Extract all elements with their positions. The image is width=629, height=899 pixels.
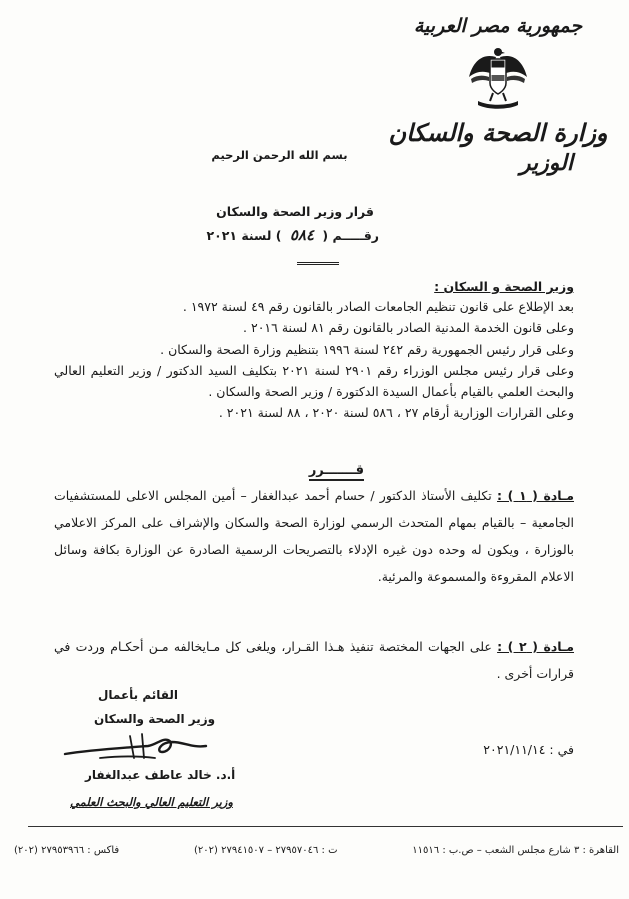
footer-phones: ت : ٢٧٩٥٧٠٤٦ – ٢٧٩٤١٥٠٧ (٢٠٢) <box>193 845 338 856</box>
footer-fax: فاكس : ٢٧٩٥٣٩٦٦ (٢٠٢) <box>14 845 120 856</box>
article-text: على الجهات المختصة تنفيذ هـذا القـرار، ويلغى كل مـايخالفه مـن أحكـام وردت في قرارات أخرى . <box>54 639 574 681</box>
signatory-title: وزير التعليم العالي والبحث العلمي <box>70 795 233 809</box>
signatory-minister-of: وزير الصحة والسكان <box>94 712 216 726</box>
decision-title: قرار وزير الصحة والسكان <box>216 204 374 219</box>
country-name: جمهورية مصر العربية <box>413 15 583 37</box>
preamble-line: وعلى قانون الخدمة المدنية الصادر بالقانون رقم ٨١ لسنة ٢٠١٦ . <box>243 320 574 336</box>
decision-number-suffix: ) لسنة ٢٠٢١ <box>206 228 282 243</box>
article-1 <box>54 482 574 590</box>
footer-address: القاهرة : ٣ شارع مجلس الشعب – ص.ب : ١١٥١٦ <box>412 845 619 856</box>
title-divider <box>297 262 339 265</box>
footer <box>14 845 619 856</box>
preamble-line: وعلى قرار رئيس الجمهورية رقم ٢٤٢ لسنة ١٩٩٦ بتنظيم وزارة الصحة والسكان . <box>160 341 574 357</box>
decision-number: ٥٨٤ <box>289 226 315 244</box>
signatory-name: أ.د. خالد عاطف عبدالغفار <box>85 768 236 782</box>
article-label: مـادة ( ٢ ) : <box>497 639 574 654</box>
preamble-line: وعلى قرار رئيس مجلس الوزراء رقم ٢٩٠١ لسنة ٢٠٢١ بتكليف السيد الدكتور / وزير التعليم العالي والبحث العلمي بالقيام بأعمال السيدة الدكتورة / وزير الصحة والسكان . <box>54 362 574 400</box>
article-text: تكليف الأستاذ الدكتور / حسام أحمد عبدالغفار – أمين المجلس الاعلى للمستشفيات الجامعية – بالقيام بمهام المتحدث الرسمي لوزارة الصحة والسكان والإشراف على المركز الاعلامي بالوزارة ، ويكون له وحده دون غيره الإدلاء بالتصريحات الرسمية الصادرة عن الوزارة بكافة وسائل الاعلام المقروءة والمسموعة والمرئية. <box>54 488 574 584</box>
minister-office: الوزير <box>519 149 573 176</box>
decided-heading: قـــــــرر <box>309 463 364 481</box>
article-2 <box>54 633 574 687</box>
signatory-acting: القائم بأعمال <box>98 688 179 702</box>
footer-divider <box>28 826 623 827</box>
handwritten-signature-icon <box>60 728 210 766</box>
decision-number-line <box>206 226 379 244</box>
preamble-heading: وزير الصحة و السكان : <box>434 279 574 294</box>
article-label: مـادة ( ١ ) : <box>497 488 574 503</box>
preamble-line: وعلى القرارات الوزارية أرقام ٢٧ ، ٥٨٦ لسنة ٢٠٢٠ ، ٨٨ لسنة ٢٠٢١ . <box>218 405 574 421</box>
eagle-emblem-icon <box>463 43 533 113</box>
decision-number-prefix: رقـــــم ( <box>322 228 379 243</box>
preamble-line: بعد الإطلاع على قانون تنظيم الجامعات الصادر بالقانون رقم ٤٩ لسنة ١٩٧٢ . <box>182 299 574 314</box>
basmala: بسم الله الرحمن الرحيم <box>211 148 348 162</box>
decree-date: في : ٢٠٢١/١١/١٤ <box>483 742 574 757</box>
ministry-name: وزارة الصحة والسكان <box>388 117 608 147</box>
preamble <box>54 296 574 424</box>
